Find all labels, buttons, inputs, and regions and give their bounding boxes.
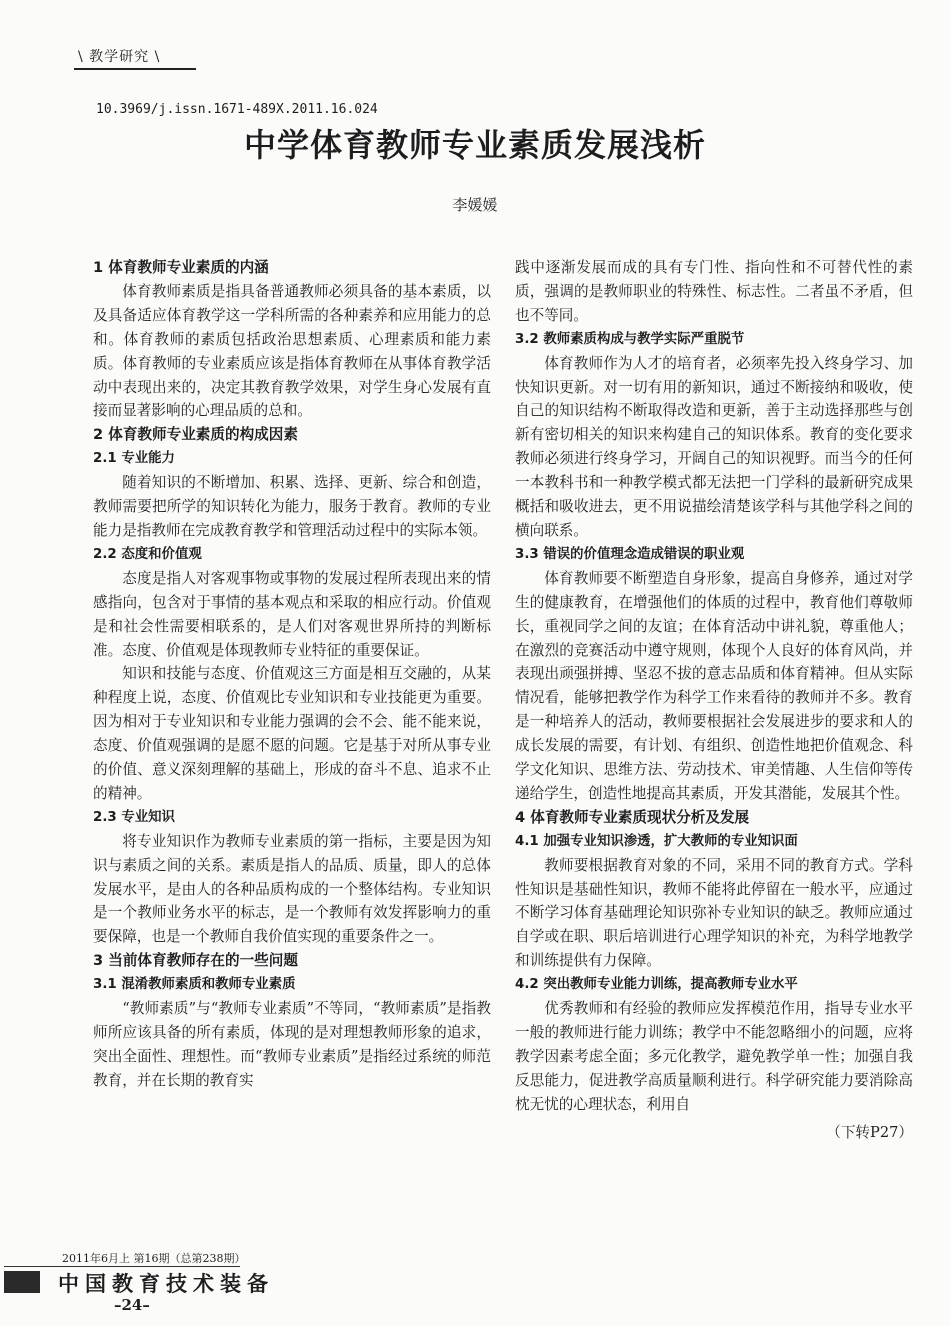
- section-heading: 2 体育教师专业素质的构成因素: [93, 426, 298, 444]
- section-tag: \ 教学研究 \: [78, 49, 161, 65]
- paragraph: 知识和技能与态度、价值观这三方面是相互交融的，从某种程度上说，态度、价值观比专业知识和专业技能更为重要。因为相对于专业知识和专业能力强调的会不会、能不能来说，态度、价值观强调的是愿不愿的问题。它是基于对所从事专业的价值、意义深刻理解的基础上，形成的奋斗不息、追求不止的精神。: [93, 665, 491, 802]
- paragraph: 态度是指人对客观事物或事物的发展过程所表现出来的情感指向，包含对于事情的基本观点和采取的相应行动。价值观是和社会性需要相联系的，是人们对客观世界所持的判断标准。态度、价值观是体现教师专业特征的重要保证。: [93, 569, 491, 659]
- paragraph: 将专业知识作为教师专业素质的第一指标，主要是因为知识与素质之间的关系。素质是指人的品质、质量，即人的总体发展水平，是由人的各种品质构成的一个整体结构。专业知识是一个教师业务水平的标志，是一个教师有效发挥影响力的重要保障，也是一个教师自我价值实现的重要条件之一。: [93, 832, 491, 946]
- subsection-heading: 2.2 态度和价值观: [93, 546, 202, 562]
- footer-bar: [4, 1271, 40, 1293]
- paragraph: “教师素质”与“教师专业素质”不等同，“教师素质”是指教师所应该具备的所有素质，体现的是对理想教师形象的追求，突出全面性、理想性。而“教师专业素质”是指经过系统的师范教育，并在长期的教育实: [93, 1000, 491, 1089]
- magazine-name: 中国教育技术装备: [58, 1271, 274, 1296]
- paragraph: 随着知识的不断增加、积累、选择、更新、综合和创造，教师需要把所学的知识转化为能力，服务于教育。教师的专业能力是指教师在完成教育教学和管理活动过程中的实际本领。: [93, 474, 491, 539]
- paragraph: 体育教师素质是指具备普通教师必须具备的基本素质，以及具备适应体育教学这一学科所需的各种素养和应用能力的总和。体育教师的素质包括政治思想素质、心理素质和能力素质。体育教师的专业素质应该是指体育教师在从事体育教学活动中表现出来的，决定其教育教学效果，对学生身心发展有直接而显著影响的心理品质的总和。: [93, 282, 491, 420]
- continued-note: （下转P27）: [826, 1123, 913, 1141]
- issue-info: 2011年6月上 第16期（总第238期）: [62, 1252, 246, 1265]
- section-heading: 4 体育教师专业素质现状分析及发展: [515, 808, 750, 826]
- paragraph: 优秀教师和有经验的教师应发挥模范作用，指导专业水平一般的教师进行能力训练；教学中不能忽略细小的问题，应将教学因素考虑全面；多元化教学，避免教学单一性；加强自我反思能力，促进教学高质量顺利进行。科学研究能力要消除高枕无忧的心理状态，利用自: [515, 1000, 913, 1113]
- section-tag-rule: [74, 68, 196, 70]
- footer-rule: [4, 1266, 240, 1267]
- section-heading: 3 当前体育教师存在的一些问题: [93, 952, 298, 970]
- page-number: –24–: [114, 1296, 150, 1314]
- right-column: [515, 256, 913, 1145]
- paragraph: 体育教师要不断塑造自身形象，提高自身修养，通过对学生的健康教育，在增强他们的体质的过程中，教育他们尊敬师长，重视同学之间的友谊；在体育活动中讲礼貌，尊重他人；在激烈的竞赛活动中遵守规则，体现个人良好的体育风尚，并表现出顽强拼搏、坚忍不拔的意志品质和体育精神。但从实际情况看，能够把教学作为科学工作来看待的教师并不多。教育是一种培养人的活动，教师要根据社会发展进步的要求和人的成长发展的需要，有计划、有组织、创造性地把价值观念、科学文化知识、思维方法、劳动技术、审美情趣、人生信仰等传递给学生，创造性地提高其素质，开发其潜能，发展其个性。: [515, 569, 913, 802]
- article-title: 中学体育教师专业素质发展浅析: [243, 126, 706, 164]
- subsection-heading: 3.3 错误的价值理念造成错误的职业观: [515, 546, 745, 562]
- paragraph: 体育教师作为人才的培育者，必须率先投入终身学习、加快知识更新。对一切有用的新知识，通过不断接纳和吸收，使自己的知识结构不断取得改造和更新，善于主动选择那些与创新有密切相关的知识来构建自己的知识体系。教育的变化要求教师必须进行终身学习，开阔自己的知识视野。而当今的任何一本教科书和一种教学模式都无法把一门学科的最新研究成果概括和吸收进去，更不用说描绘清楚该学科与其他学科之间的横向联系。: [515, 354, 913, 539]
- subsection-heading: 2.3 专业知识: [93, 809, 175, 825]
- paragraph: 教师要根据教育对象的不同，采用不同的教育方式。学科性知识是基础性知识，教师不能将此停留在一般水平，应通过不断学习体育基础理论知识弥补专业知识的缺乏。教师应通过自学或在职、职后培训进行心理学知识的补充，为科学地教学和训练提供有力保障。: [515, 856, 913, 970]
- subsection-heading: 4.2 突出教师专业能力训练，提高教师专业水平: [515, 977, 798, 993]
- subsection-heading: 4.1 加强专业知识渗透，扩大教师的专业知识面: [515, 833, 798, 849]
- section-heading: 1 体育教师专业素质的内涵: [93, 259, 269, 276]
- subsection-heading: 3.1 混淆教师素质和教师专业素质: [93, 977, 296, 993]
- subsection-heading: 3.2 教师素质构成与教学实际严重脱节: [515, 331, 745, 347]
- author: 李媛媛: [452, 196, 498, 214]
- left-column: [93, 256, 491, 1093]
- paragraph: 践中逐渐发展而成的具有专门性、指向性和不可替代性的素质，强调的是教师职业的特殊性、标志性。二者虽不矛盾，但也不等同。: [515, 259, 913, 324]
- doi: 10.3969/j.issn.1671-489X.2011.16.024: [96, 102, 378, 117]
- subsection-heading: 2.1 专业能力: [93, 451, 175, 467]
